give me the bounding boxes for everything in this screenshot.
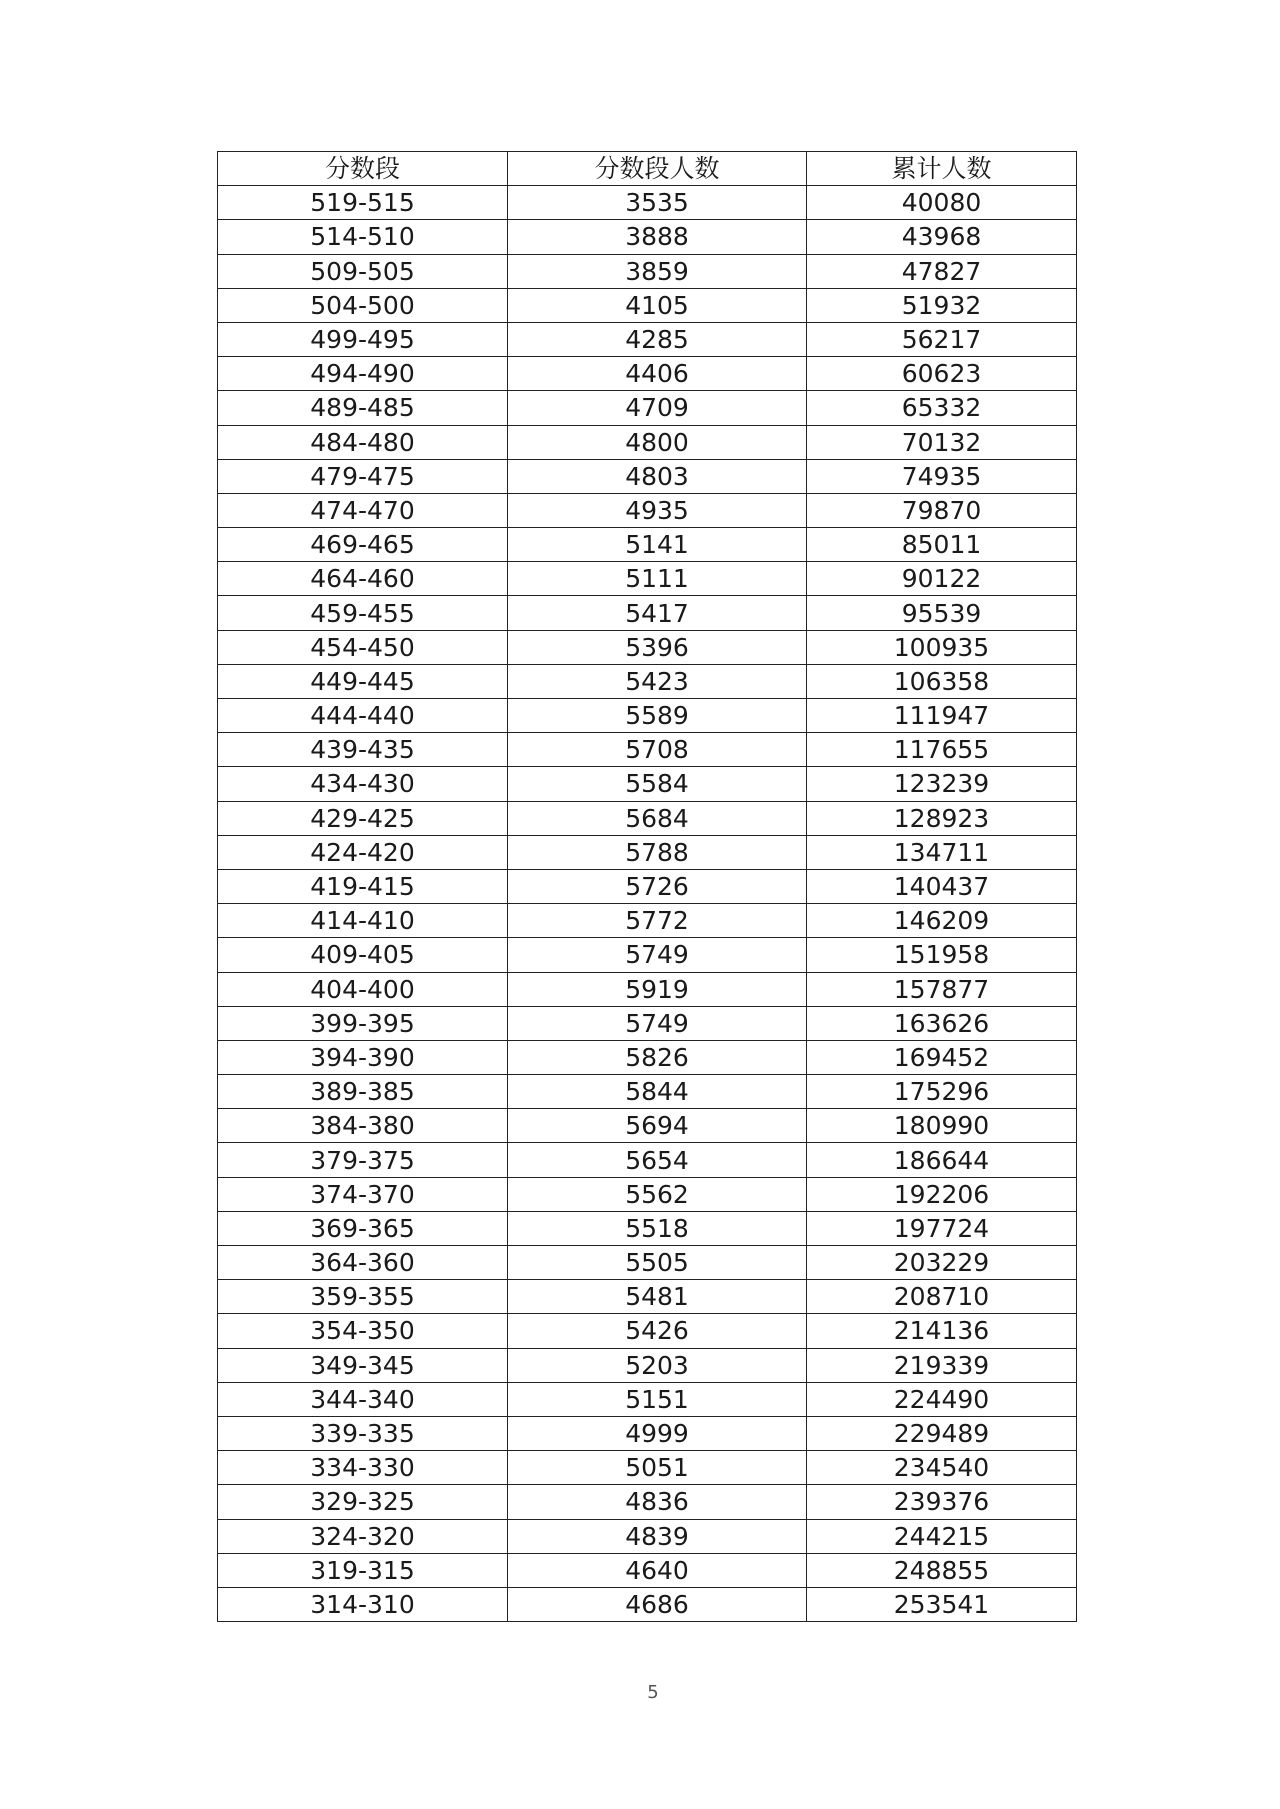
score-range-cell: 379-375 xyxy=(218,1143,508,1177)
score-range-cell: 514-510 xyxy=(218,220,508,254)
table-body xyxy=(218,186,1077,1622)
count-in-range-cell: 4686 xyxy=(508,1587,807,1621)
score-range-cell: 334-330 xyxy=(218,1451,508,1485)
score-range-cell: 424-420 xyxy=(218,835,508,869)
table-row xyxy=(218,391,1077,425)
count-in-range-cell: 3888 xyxy=(508,220,807,254)
table-row xyxy=(218,322,1077,356)
cumulative-count-cell: 219339 xyxy=(807,1348,1077,1382)
score-range-cell: 359-355 xyxy=(218,1280,508,1314)
score-range-cell: 364-360 xyxy=(218,1246,508,1280)
table-row xyxy=(218,1587,1077,1621)
table-row xyxy=(218,1143,1077,1177)
count-in-range-cell: 4839 xyxy=(508,1519,807,1553)
count-in-range-cell: 5505 xyxy=(508,1246,807,1280)
cumulative-count-cell: 106358 xyxy=(807,664,1077,698)
score-range-cell: 474-470 xyxy=(218,493,508,527)
cumulative-count-cell: 100935 xyxy=(807,630,1077,664)
score-range-cell: 509-505 xyxy=(218,254,508,288)
cumulative-count-cell: 175296 xyxy=(807,1075,1077,1109)
score-range-cell: 354-350 xyxy=(218,1314,508,1348)
cumulative-count-cell: 244215 xyxy=(807,1519,1077,1553)
score-range-cell: 469-465 xyxy=(218,528,508,562)
table-row xyxy=(218,1314,1077,1348)
table-row xyxy=(218,425,1077,459)
table-row xyxy=(218,528,1077,562)
table-row xyxy=(218,186,1077,220)
score-distribution-table xyxy=(217,151,1077,1622)
score-range-cell: 369-365 xyxy=(218,1211,508,1245)
score-range-cell: 454-450 xyxy=(218,630,508,664)
cumulative-count-cell: 208710 xyxy=(807,1280,1077,1314)
cumulative-count-cell: 74935 xyxy=(807,459,1077,493)
cumulative-count-cell: 60623 xyxy=(807,357,1077,391)
score-range-cell: 499-495 xyxy=(218,322,508,356)
table-row xyxy=(218,1075,1077,1109)
header-count-in-range: 分数段人数 xyxy=(508,152,807,186)
cumulative-count-cell: 140437 xyxy=(807,869,1077,903)
table-row xyxy=(218,1382,1077,1416)
count-in-range-cell: 4640 xyxy=(508,1553,807,1587)
count-in-range-cell: 3859 xyxy=(508,254,807,288)
cumulative-count-cell: 111947 xyxy=(807,699,1077,733)
table-header-row xyxy=(218,152,1077,186)
cumulative-count-cell: 186644 xyxy=(807,1143,1077,1177)
score-range-cell: 489-485 xyxy=(218,391,508,425)
table-row xyxy=(218,1211,1077,1245)
table-row xyxy=(218,1553,1077,1587)
count-in-range-cell: 5423 xyxy=(508,664,807,698)
score-range-cell: 404-400 xyxy=(218,972,508,1006)
count-in-range-cell: 4285 xyxy=(508,322,807,356)
count-in-range-cell: 5151 xyxy=(508,1382,807,1416)
score-range-cell: 429-425 xyxy=(218,801,508,835)
count-in-range-cell: 4935 xyxy=(508,493,807,527)
count-in-range-cell: 5589 xyxy=(508,699,807,733)
table-row xyxy=(218,938,1077,972)
score-range-cell: 414-410 xyxy=(218,904,508,938)
table-row xyxy=(218,254,1077,288)
count-in-range-cell: 5694 xyxy=(508,1109,807,1143)
table-row xyxy=(218,1006,1077,1040)
table-row xyxy=(218,699,1077,733)
cumulative-count-cell: 253541 xyxy=(807,1587,1077,1621)
cumulative-count-cell: 248855 xyxy=(807,1553,1077,1587)
cumulative-count-cell: 239376 xyxy=(807,1485,1077,1519)
count-in-range-cell: 4406 xyxy=(508,357,807,391)
cumulative-count-cell: 229489 xyxy=(807,1416,1077,1450)
score-range-cell: 439-435 xyxy=(218,733,508,767)
count-in-range-cell: 5726 xyxy=(508,869,807,903)
count-in-range-cell: 4803 xyxy=(508,459,807,493)
score-range-cell: 399-395 xyxy=(218,1006,508,1040)
score-range-cell: 324-320 xyxy=(218,1519,508,1553)
cumulative-count-cell: 95539 xyxy=(807,596,1077,630)
cumulative-count-cell: 169452 xyxy=(807,1040,1077,1074)
table-row xyxy=(218,1519,1077,1553)
table-row xyxy=(218,459,1077,493)
header-cumulative-count: 累计人数 xyxy=(807,152,1077,186)
count-in-range-cell: 4836 xyxy=(508,1485,807,1519)
score-range-cell: 409-405 xyxy=(218,938,508,972)
cumulative-count-cell: 40080 xyxy=(807,186,1077,220)
score-range-cell: 519-515 xyxy=(218,186,508,220)
count-in-range-cell: 5749 xyxy=(508,1006,807,1040)
score-range-cell: 464-460 xyxy=(218,562,508,596)
count-in-range-cell: 5826 xyxy=(508,1040,807,1074)
score-range-cell: 449-445 xyxy=(218,664,508,698)
score-range-cell: 344-340 xyxy=(218,1382,508,1416)
count-in-range-cell: 5844 xyxy=(508,1075,807,1109)
cumulative-count-cell: 43968 xyxy=(807,220,1077,254)
cumulative-count-cell: 56217 xyxy=(807,322,1077,356)
table-row xyxy=(218,972,1077,1006)
count-in-range-cell: 4999 xyxy=(508,1416,807,1450)
cumulative-count-cell: 51932 xyxy=(807,288,1077,322)
table-row xyxy=(218,493,1077,527)
count-in-range-cell: 5584 xyxy=(508,767,807,801)
table-row xyxy=(218,1348,1077,1382)
cumulative-count-cell: 203229 xyxy=(807,1246,1077,1280)
table-row xyxy=(218,869,1077,903)
cumulative-count-cell: 146209 xyxy=(807,904,1077,938)
cumulative-count-cell: 214136 xyxy=(807,1314,1077,1348)
page-number: 5 xyxy=(647,1682,659,1703)
score-range-cell: 314-310 xyxy=(218,1587,508,1621)
table-row xyxy=(218,596,1077,630)
cumulative-count-cell: 123239 xyxy=(807,767,1077,801)
table-row xyxy=(218,733,1077,767)
count-in-range-cell: 5772 xyxy=(508,904,807,938)
score-range-cell: 484-480 xyxy=(218,425,508,459)
cumulative-count-cell: 134711 xyxy=(807,835,1077,869)
cumulative-count-cell: 224490 xyxy=(807,1382,1077,1416)
score-range-cell: 504-500 xyxy=(218,288,508,322)
count-in-range-cell: 5203 xyxy=(508,1348,807,1382)
table-row xyxy=(218,288,1077,322)
count-in-range-cell: 5919 xyxy=(508,972,807,1006)
cumulative-count-cell: 70132 xyxy=(807,425,1077,459)
count-in-range-cell: 5788 xyxy=(508,835,807,869)
table-row xyxy=(218,767,1077,801)
score-range-cell: 444-440 xyxy=(218,699,508,733)
count-in-range-cell: 5111 xyxy=(508,562,807,596)
cumulative-count-cell: 90122 xyxy=(807,562,1077,596)
cumulative-count-cell: 128923 xyxy=(807,801,1077,835)
table-row xyxy=(218,630,1077,664)
score-range-cell: 339-335 xyxy=(218,1416,508,1450)
cumulative-count-cell: 65332 xyxy=(807,391,1077,425)
cumulative-count-cell: 163626 xyxy=(807,1006,1077,1040)
count-in-range-cell: 5654 xyxy=(508,1143,807,1177)
score-range-cell: 494-490 xyxy=(218,357,508,391)
cumulative-count-cell: 79870 xyxy=(807,493,1077,527)
count-in-range-cell: 5141 xyxy=(508,528,807,562)
score-range-cell: 374-370 xyxy=(218,1177,508,1211)
table-row xyxy=(218,1109,1077,1143)
count-in-range-cell: 5518 xyxy=(508,1211,807,1245)
count-in-range-cell: 4709 xyxy=(508,391,807,425)
cumulative-count-cell: 151958 xyxy=(807,938,1077,972)
score-range-cell: 319-315 xyxy=(218,1553,508,1587)
table-row xyxy=(218,1177,1077,1211)
table-row xyxy=(218,1040,1077,1074)
table-row xyxy=(218,664,1077,698)
score-range-cell: 349-345 xyxy=(218,1348,508,1382)
table-row xyxy=(218,562,1077,596)
table-row xyxy=(218,1246,1077,1280)
score-range-cell: 394-390 xyxy=(218,1040,508,1074)
score-range-cell: 389-385 xyxy=(218,1075,508,1109)
cumulative-count-cell: 180990 xyxy=(807,1109,1077,1143)
table-row xyxy=(218,1416,1077,1450)
cumulative-count-cell: 197724 xyxy=(807,1211,1077,1245)
table-row xyxy=(218,801,1077,835)
score-range-cell: 329-325 xyxy=(218,1485,508,1519)
count-in-range-cell: 5562 xyxy=(508,1177,807,1211)
score-range-cell: 434-430 xyxy=(218,767,508,801)
score-range-cell: 479-475 xyxy=(218,459,508,493)
count-in-range-cell: 5684 xyxy=(508,801,807,835)
header-score-range: 分数段 xyxy=(218,152,508,186)
count-in-range-cell: 5417 xyxy=(508,596,807,630)
table-row xyxy=(218,1451,1077,1485)
cumulative-count-cell: 234540 xyxy=(807,1451,1077,1485)
count-in-range-cell: 5051 xyxy=(508,1451,807,1485)
cumulative-count-cell: 192206 xyxy=(807,1177,1077,1211)
cumulative-count-cell: 157877 xyxy=(807,972,1077,1006)
count-in-range-cell: 5749 xyxy=(508,938,807,972)
table-row xyxy=(218,1485,1077,1519)
score-range-cell: 419-415 xyxy=(218,869,508,903)
score-range-cell: 459-455 xyxy=(218,596,508,630)
table-row xyxy=(218,1280,1077,1314)
table-row xyxy=(218,904,1077,938)
cumulative-count-cell: 117655 xyxy=(807,733,1077,767)
count-in-range-cell: 4105 xyxy=(508,288,807,322)
count-in-range-cell: 3535 xyxy=(508,186,807,220)
cumulative-count-cell: 85011 xyxy=(807,528,1077,562)
score-range-cell: 384-380 xyxy=(218,1109,508,1143)
count-in-range-cell: 5426 xyxy=(508,1314,807,1348)
count-in-range-cell: 5481 xyxy=(508,1280,807,1314)
count-in-range-cell: 5396 xyxy=(508,630,807,664)
count-in-range-cell: 5708 xyxy=(508,733,807,767)
table-row xyxy=(218,835,1077,869)
table-row xyxy=(218,220,1077,254)
table-row xyxy=(218,357,1077,391)
count-in-range-cell: 4800 xyxy=(508,425,807,459)
cumulative-count-cell: 47827 xyxy=(807,254,1077,288)
